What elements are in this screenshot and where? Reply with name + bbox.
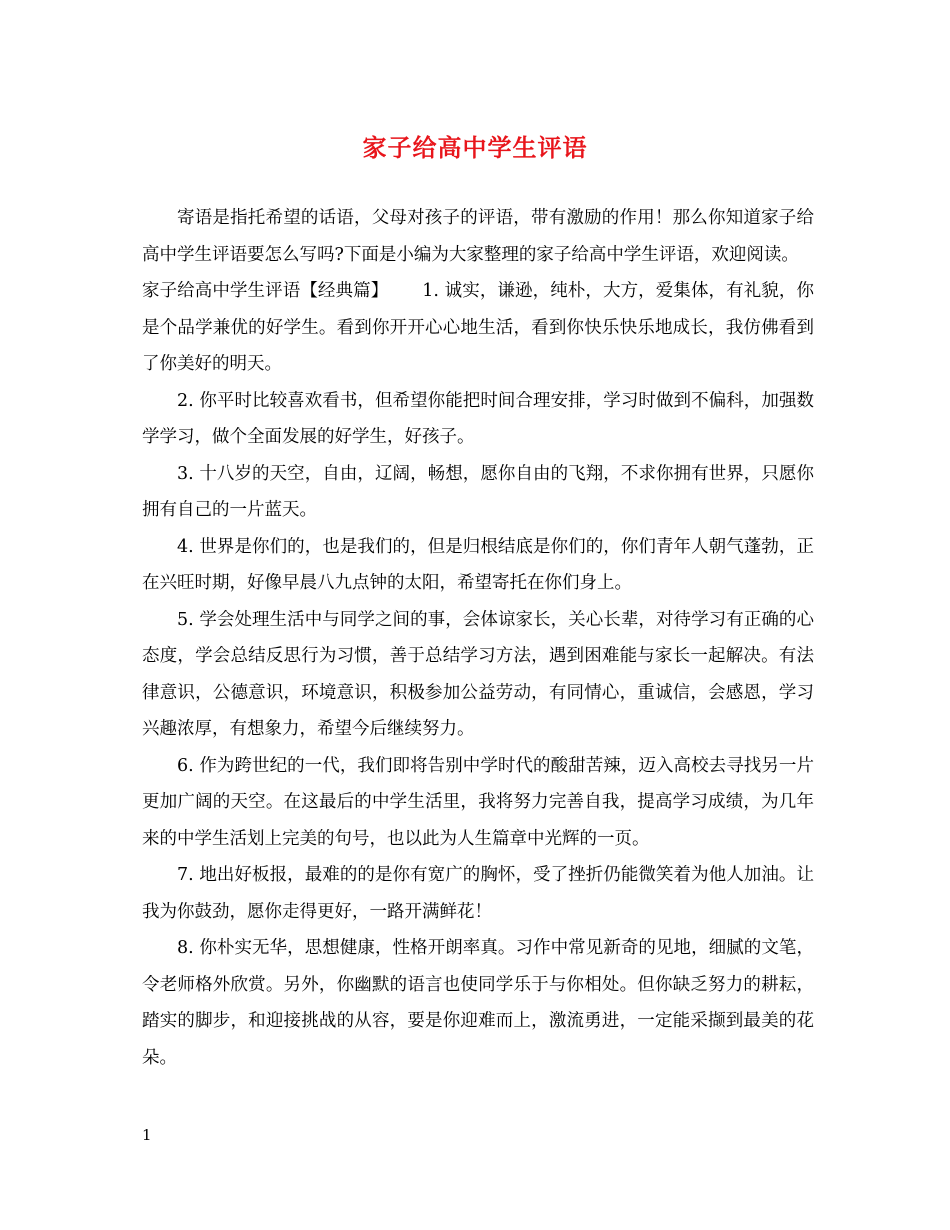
- comment-item-8: 8. 你朴实无华，思想健康，性格开朗率真。习作中常见新奇的见地，细腻的文笔，令老师格外欣赏。另外，你幽默的语言也使同学乐于与你相处。但你缺乏努力的耕耘，踏实的脚步，和迎接挑战的从容，要是你迎难而上，激流勇进，一定能采撷到最美的花朵。: [142, 938, 814, 1068]
- document-body: [142, 200, 814, 1076]
- comment-item-6: 6. 作为跨世纪的一代，我们即将告别中学时代的酸甜苦辣，迈入高校去寻找另一片更加广阔的天空。在这最后的中学生活里，我将努力完善自我，提高学习成绩，为几年来的中学生活划上完美的句号，也以此为人生篇章中光辉的一页。: [142, 755, 814, 849]
- page-number: 1: [142, 1126, 152, 1144]
- comment-item-1: 1. 诚实，谦逊，纯朴，大方，爱集体，有礼貌，你是个品学兼优的好学生。看到你开开心心地生活，看到你快乐快乐地成长，我仿佛看到了你美好的明天。: [142, 281, 814, 374]
- section-heading-paragraph: [142, 273, 814, 383]
- comment-item-4: 4. 世界是你们的，也是我们的，但是归根结底是你们的，你们青年人朝气蓬勃，正在兴旺时期，好像早晨八九点钟的太阳，希望寄托在你们身上。: [142, 536, 814, 593]
- intro-paragraph: 寄语是指托希望的话语，父母对孩子的评语，带有激励的作用！那么你知道家子给高中学生评语要怎么写吗?下面是小编为大家整理的家子给高中学生评语，欢迎阅读。: [142, 208, 814, 265]
- comment-item-2: 2. 你平时比较喜欢看书，但希望你能把时间合理安排，学习时做到不偏科，加强数学学习，做个全面发展的好学生，好孩子。: [142, 390, 814, 447]
- section-heading: 家子给高中学生评语【经典篇】: [142, 281, 389, 301]
- page-title: 家子给高中学生评语: [362, 133, 588, 162]
- comment-item-7: 7. 地出好板报，最难的的是你有宽广的胸怀，受了挫折仍能微笑着为他人加油。让我为你鼓劲，愿你走得更好，一路开满鲜花！: [142, 865, 814, 922]
- comment-item-3: 3. 十八岁的天空，自由，辽阔，畅想，愿你自由的飞翔，不求你拥有世界，只愿你拥有自己的一片蓝天。: [142, 463, 814, 520]
- comment-item-5: 5. 学会处理生活中与同学之间的事，会体谅家长，关心长辈，对待学习有正确的心态度，学会总结反思行为习惯，善于总结学习方法，遇到困难能与家长一起解决。有法律意识，公德意识，环境意识，积极参加公益劳动，有同情心，重诚信，会感恩，学习兴趣浓厚，有想象力，希望今后继续努力。: [142, 609, 814, 739]
